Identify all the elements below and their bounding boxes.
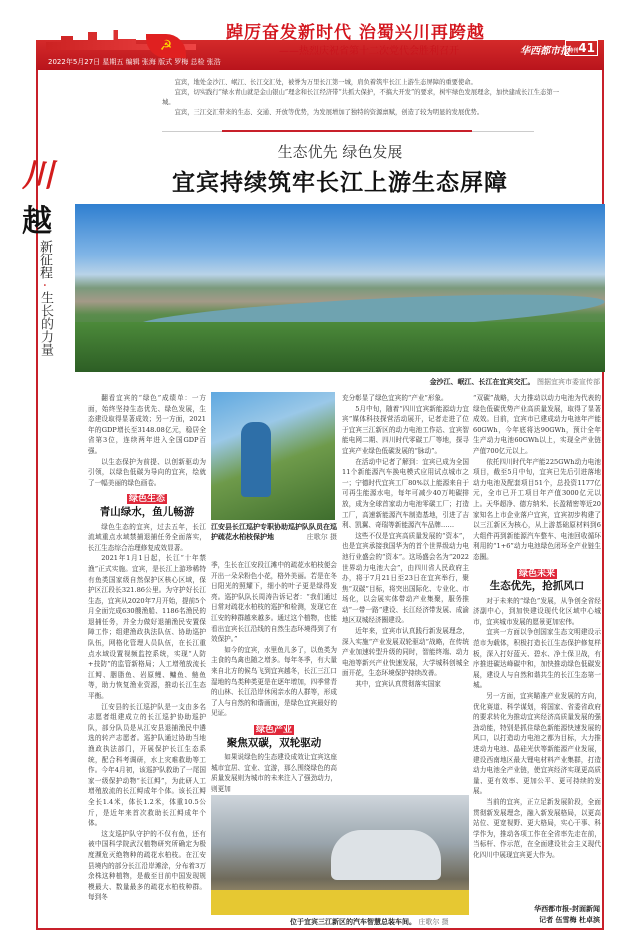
tag-label: 绿色生态 [128, 494, 165, 505]
masthead-banner [36, 20, 604, 70]
paragraph: 其中，宜宾认真贯彻落实国家 [355, 680, 441, 689]
paragraph: 这些不仅是宜宾高质量发展的“资本”，也是宜宾承接我国华为的首个世界级动力电池行业盛会的“资本”。这场盛会名为“2022世界动力电池大会”，由四川省人民政府主办，将于7月21日至23日在宜宾举行，聚焦“双碳”目标，将突出国际化、专业化、市场化，以会展实体带动产业集聚，服务推动“一带一路”建设、长江经济带发展、成渝地区双城经济圈建设。 [342, 531, 469, 625]
brand-xinzhengcheng: 新征程 [37, 240, 52, 279]
party-flag-icon: ☭ [146, 34, 186, 58]
section-heading: 生态优先，抢抓风口 [489, 580, 585, 593]
caption-text: 位于宜宾三江新区的汽车智慧总装车间。 [290, 918, 416, 926]
caption-text: 金沙江、岷江、长江在宜宾交汇。 [429, 378, 535, 386]
paragraph: 2021年1月1日起，长江“十年禁渔”正式实施。宜宾，是长江上游珍稀特有鱼类国家级自然保护区核心区域，保护区江段长321.86公里。为守护好长江生态，宜宾从2020年7月开始，提前5个月全面完成630艘渔船、1186名渔民的退捕任务，并全力做好退捕渔民安置保障工作；组建渔政执法队伍、协助巡护队伍，网格化管理人员队伍，在长江重点水域设置视频监控系统，实现“人防+技防”的监管新格局；人工增殖放流长江鲟、胭脂鱼、岩原鲤、鳙鱼、鲢鱼等，助力恢复渔业资源，推动长江生态平衡。 [88, 554, 206, 701]
paragraph: 近年来，宜宾市认真践行新发展理念，深入实施“产业发展双轮驱动”战略，在传统产业加速转型升级的同时，智能终端、动力电池等新兴产业快速发展，大学城科创城全面开花，生态环境保护持续改善。 [342, 627, 469, 678]
article-kicker: 生态优先 绿色发展 [277, 143, 403, 161]
three-rivers-photo [75, 204, 605, 372]
divider [162, 131, 534, 132]
intro-box [162, 78, 560, 118]
page-label: 特刊 [568, 48, 579, 54]
article-headline: 宜宾持续筑牢长江上游生态屏障 [172, 169, 508, 196]
main-photo-caption [430, 377, 600, 387]
column-2 [211, 560, 337, 792]
paragraph: 如果说绿色的生态建设成效让宜宾这座城市宜居、宜业、宜游，那么围绕绿色的高质量发展则为城市的未来注入了强劲动力，则更加 [211, 753, 337, 792]
byline [534, 904, 600, 926]
section-heading: 聚焦双碳，双轮驱动 [226, 736, 322, 749]
paragraph: 以生态保护为前提、以创新驱动为引领，以绿色低碳为导向的宜宾，绘就了一幅美丽的绿色画卷。 [88, 457, 206, 487]
caption-text: 江安县长江巡护专职协助巡护队队员在巡护疏花水柏枝保护地 [211, 523, 337, 541]
tag-label: 绿色未来 [518, 568, 555, 579]
photo-credit: 图据宜宾市委宣传部 [537, 378, 600, 386]
intro-paragraph: 宜宾，切实践行“绿水青山就是金山银山”理念和长江经济带“共抓大保护，不搞大开发”的要求，树牢绿色发展理念，加快建成长江生态第一城。 [162, 89, 559, 106]
paragraph: 如今的宜宾，水里鱼儿多了，以鱼类为主食的鸟禽也随之增多。每年冬季，有大量来自北方的候鸟飞到宜宾越冬，长江三江口湿地的鸟类种类更是在逐年增加，四季常青的山林、长江沿岸休闲亲水的人群等，形成了人与自然的和谐画面，是绿色宜宾最好的见证。 [211, 645, 337, 718]
paragraph: 对于未来的“绿色”发展，从争创全省经济副中心，到加快建设现代化区域中心城市，宜宾城市发展的愿景更加宏伟。 [473, 596, 601, 626]
column-4 [473, 393, 601, 903]
column-3 [342, 393, 469, 793]
paragraph: 绿色生态的宜宾，过去五年，长江流域重点水域禁捕退捕任务全面落实，长江生态综合治理修复成效显著。 [88, 522, 206, 552]
banner-title: 踔厉奋发新时代 治蜀兴川再跨越 [226, 23, 485, 43]
date-line: 2022年5月27日 星期五 编辑 张海 版式 罗梅 总检 张浩 [48, 58, 221, 66]
brand-dot: · [36, 283, 51, 288]
paragraph: 当前的宜宾，正立足新发展阶段，全面贯彻新发展理念，融入新发展格局，以更高站位、更宽视野、更大格局，实心干事、科学作为，推动各项工作在全省率先走在前，当标杆、作示范，在全面建设社会主义现代化四川中展现宜宾更大作为。 [473, 797, 601, 859]
paragraph: 依托四川时代年产能225GWh动力电池项目，截至5月中旬，宜宾已先后引进落地动力电池及配套项目51个，总投资1177亿元，全市已开工项目年产值3000亿元以上。天华超净、德方纳米、长盈精密等近20家知名上市企业落户宜宾，宜宾初步构建了以三江新区为核心，从上游基础原材料到6大组件再到新能源汽车整车、电池回收循环利用的“1+6”动力电池绿色闭环全产业链生态圈。 [473, 457, 601, 561]
paper-logo: 华西都市报 [520, 46, 570, 57]
brand-chuan: 川 [22, 156, 55, 194]
patrol-photo-caption [211, 522, 337, 542]
paragraph: 季，生长在江安段江滩中的疏花水柏枝便会开出一朵朵粉色小花，格外美丽。若是在冬日阳光的照耀下，细小的叶子更是绿得发亮。巡护队队长周涛告诉记者：“我们通过日常对疏花水柏枝的巡护和检测，发现它在江安的种群越来越多。通过这个植物，也能看出宜宾长江沿线的自然生态环境得到了有效保护。” [211, 561, 337, 644]
paragraph: 另一方面，宜宾瞄准产业发展的方向，优化赛道、科学谋划，将国家、省委省政府的要求转化为推动宜宾经济高质量发展的强劲动能，特别是抓住绿色新能源快速发展的风口，以打造动力电池之都为目标，大力推进动力电池、晶硅光伏等新能源产业发展，建设西南地区最大锂电材料产业集群，打造动力电池全产业链，使宜宾经济实现更高质量、更有效率、更加公平、更可持续的发展。 [473, 692, 601, 796]
column-1 [88, 393, 206, 903]
paragraph: 5月中旬，随着“四川宜宾新能源动力宜宾”媒体科技探营活动展开，记者走进了位于宜宾三江新区的动力电池工作站、宜宾智能电网二期、四川时代零碳工厂等地，探寻宜宾产业绿色低碳发展的“脉动”。 [342, 404, 469, 455]
section-tag [473, 569, 601, 580]
paragraph: 江安县的长江巡护队是一支由多名志愿者组建成立的长江巡护协助巡护队，部分队员是从江安县退捕渔民中遴选的转产志愿者。巡护队通过协助当地渔政执法部门，开展保护长江生态系统，配合科考调研，水上灾难救助等工作。今年4月初，该巡护队救助了一尾国家一级保护动物“长江鲟”，为此研人工增殖放流的长江鲟成年个体。该长江鲟全长1.4米，体长1.2米，体重10.5公斤，是近年来首次救助长江鲟成年个体。 [88, 702, 206, 828]
section-tag [211, 725, 337, 736]
car-assembly-photo [211, 795, 469, 915]
tag-label: 绿色产业 [255, 724, 292, 735]
column-brand [22, 150, 72, 356]
photo-credit: 庄歌尔 摄 [306, 533, 337, 541]
river-patrol-photo [211, 392, 335, 520]
paragraph: “双碳”战略，大力推动以动力电池为代表的绿色低碳优势产业高质量发展，取得了显著成效。目前，宜宾市已建成动力电池年产能60GWh，今年底将达90GWh，预计全年生产动力电池60GWh以上，实现全产业链产值700亿元以上。 [473, 394, 601, 455]
brand-series: 生长的力量 [38, 291, 53, 357]
brand-yue: 越 [22, 204, 52, 239]
byline-source: 华西都市报-封面新闻 [534, 905, 600, 913]
paragraph: 充分彰显了绿色宜宾的“产业”形象。 [342, 394, 448, 402]
paragraph: 这支巡护队守护的不仅有鱼，还有被中国科学院武汉植物研究所确定为极度濒危灭绝物种的疏花水柏枝。在江安县境内的部分长江沿岸滩涂，分布着3万余株这种植物，是截至目前中国发现规模最大、数量最多的疏花水柏枝种群。每到冬 [88, 829, 206, 902]
page-number [565, 40, 598, 56]
factory-photo-caption [290, 917, 449, 927]
paragraph: 翻看宜宾的“绿色”成绩单：一方面，始终坚持生态优先、绿色发展，生态建设取得显著成效；另一方面，2021年的GDP增长至3148.08亿元，稳居全省第3位，连续两年进入全国GDP百强。 [88, 394, 206, 455]
intro-paragraph: 宜宾，地处金沙江、岷江、长江交汇处，被誉为万里长江第一城，肩负着筑牢长江上游生态屏障的重要使命。 [174, 79, 477, 86]
section-tag [88, 494, 206, 505]
banner-subtitle: ——热烈庆祝省第十二次党代会胜利召开 [279, 46, 459, 57]
intro-paragraph: 宜宾，三江交汇带来的生态、交通、开放等优势，为发展增加了独特的资源禀赋，创造了较为明显的发展优势。 [174, 109, 484, 116]
paragraph: 宜宾一方面以争创国家生态文明建设示范市为载体，积极打造长江生态保护修复样板，深入打好蓝天、碧水、净土保卫战，有序推进碳达峰碳中和，加快推动绿色低碳发展，建设人与自然和谐共生的长江生态第一城。 [473, 628, 601, 690]
paragraph: 在活动中记者了解到：宜宾已成为全国11个新能源汽车换电模式应用试点城市之一；宁德时代宜宾工厂80%以上能源来自于可再生能源水电，每年可减少40万吨碳排放，成为全球首家动力电池零碳工厂；打造工厂，高速新能源汽车制造基地，引进了吉利、凯翼、奇瑞等新能源汽车品牌…… [342, 457, 469, 530]
section-heading: 青山绿水，鱼儿畅游 [99, 505, 195, 518]
photo-credit: 庄歌尔 摄 [418, 918, 449, 926]
page-number-value: 41 [578, 41, 595, 55]
byline-reporters: 记者 伍雪梅 杜卓滨 [539, 916, 600, 924]
